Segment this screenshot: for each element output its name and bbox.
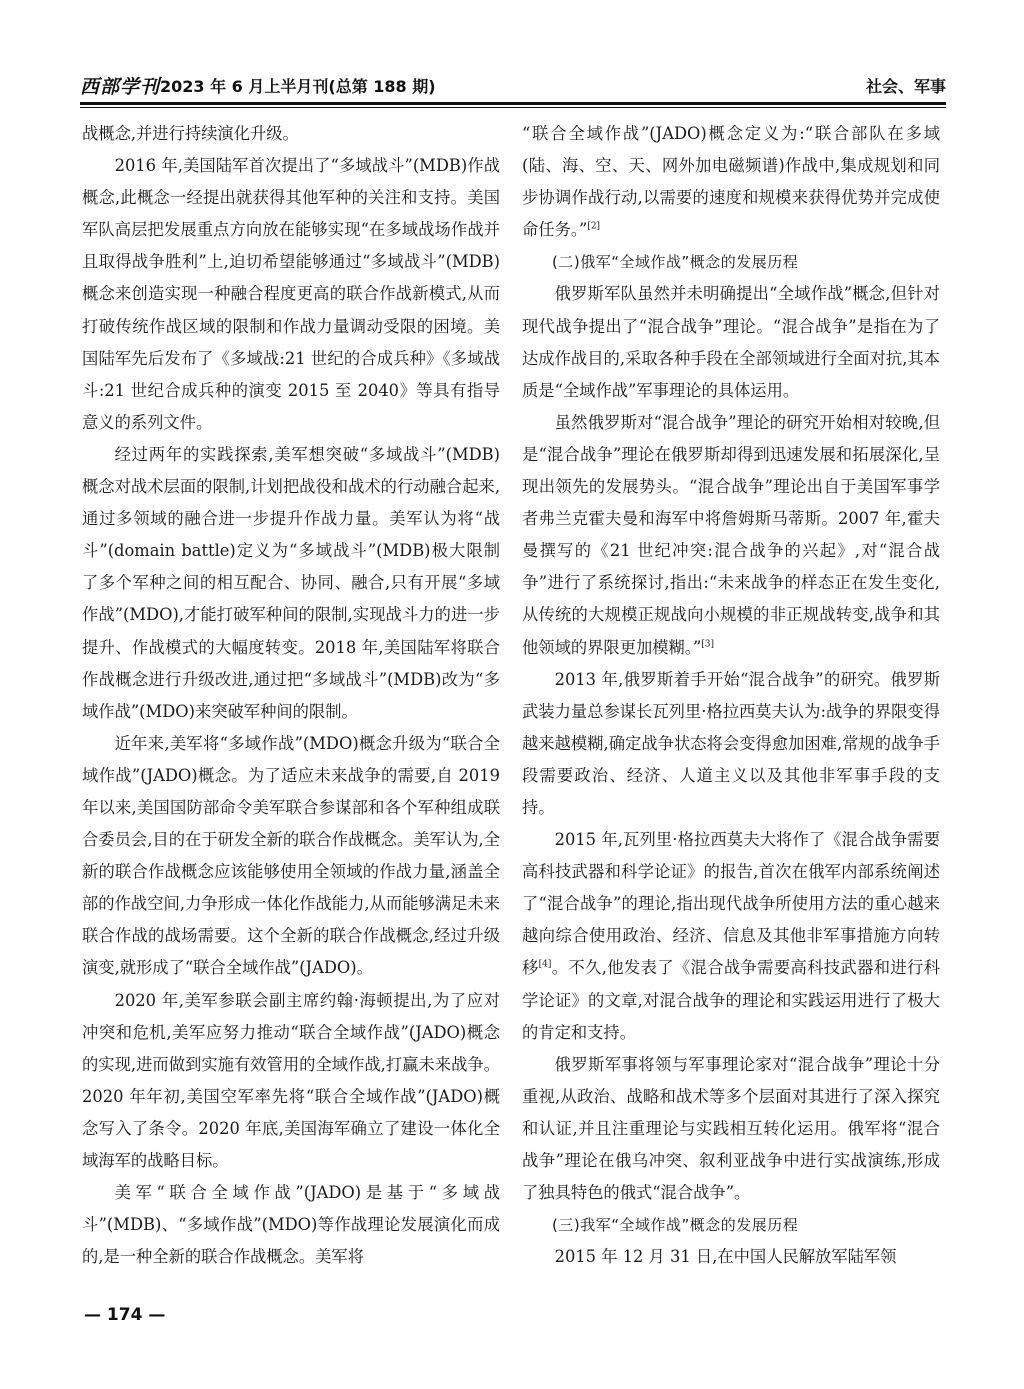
paragraph-text: 2013 年,俄罗斯着手开始“混合战争”的研究。俄罗斯武装力量总参谋长瓦列里·格拉西莫夫认为:战争的界限变得越来越模糊,确定战争状态将会变得愈加困难,常规的战争手段需要政治、经济、人道主义以及其他非军事手段的支持。 [522, 669, 940, 817]
section-label: 社会、军事 [865, 77, 946, 96]
paragraph-text: 2015 年 12 月 31 日,在中国人民解放军陆军领 [554, 1247, 897, 1267]
journal-logo: 西部学刊 [80, 76, 161, 98]
paragraph [82, 985, 500, 1178]
paragraph [522, 824, 940, 1049]
paragraph [522, 278, 940, 406]
paragraph [522, 1241, 940, 1273]
citation-ref: [4] [538, 960, 552, 971]
paragraph-text: 。不久,他发表了《混合战争需要高科技武器和进行科学论证》的文章,对混合战争的理论和实践运用进行了极大的肯定和支持。 [522, 958, 940, 1042]
right-column [522, 118, 940, 1273]
issue-info: 2023 年 6 月上半月刊(总第 188 期) [160, 77, 436, 96]
paragraph [522, 407, 940, 664]
paragraph [82, 439, 500, 728]
header-rule-thin [80, 107, 946, 108]
paragraph-text: 经过两年的实践探索,美军想突破“多域战斗”(MDB)概念对战术层面的限制,计划把战役和战术的行动融合起来,通过多领域的融合进一步提升作战力量。美军认为将“战斗”(domain battle)定义为“多域战斗”(MDB)极大限制了多个军种之间的相互配合、协同、融合,只有开展“多域作战”(MDO),才能打破军种间的限制,实现战斗力的进一步提升、作战模式的大幅度转变。2018 年,美国陆军将联合作战概念进行升级改进,通过把“多域战斗”(MDB)改为“多域作战”(MDO)来突破军种间的限制。 [82, 444, 500, 721]
paragraph-text: 俄罗斯军事将领与军事理论家对“混合战争”理论十分重视,从政治、战略和战术等多个层面对其进行了深入探究和认证,并且注重理论与实践相互转化运用。俄军将“混合战争”理论在俄乌冲突、叙利亚战争中进行实战演练,形成了独具特色的俄式“混合战争”。 [522, 1054, 940, 1203]
paragraph [522, 664, 940, 824]
section-heading: (三)我军“全域作战”概念的发展历程 [552, 1216, 799, 1235]
paragraph [522, 118, 940, 246]
page-number: — 174 — [84, 1305, 166, 1325]
citation-ref: [3] [701, 639, 715, 650]
paragraph-text: 虽然俄罗斯对“混合战争”理论的研究开始相对较晚,但是“混合战争”理论在俄罗斯却得到迅速发展和拓展深化,呈现出领先的发展势头。“混合战争”理论出自于美国军事学者弗兰克霍夫曼和海军中将詹姆斯马蒂斯。2007 年,霍夫曼撰写的《21 世纪冲突:混合战争的兴起》,对“混合战争”进行了系统探讨,指出:“未来战争的样态正在发生变化,从传统的大规模正规战向小规模的非正规战转变,战争和其他领域的界限更加模糊。” [522, 412, 940, 657]
page-header [80, 70, 946, 104]
paragraph-text: 俄罗斯军队虽然并未明确提出“全域作战”概念,但针对现代战争提出了“混合战争”理论。“混合战争”是指在为了达成作战目的,采取各种手段在全部领域进行全面对抗,其本质是“全域作战”军事理论的具体运用。 [522, 284, 940, 400]
paragraph [82, 728, 500, 985]
paragraph-text: 美军“联合全域作战”(JADO)是基于“多域战斗”(MDB)、“多域作战”(MDO)等作战理论发展演化而成的,是一种全新的联合作战概念。美军将 [82, 1183, 500, 1267]
header-rule-thick [80, 102, 946, 105]
paragraph-text: 2016 年,美国陆军首次提出了“多域战斗”(MDB)作战概念,此概念一经提出就获得其他军种的关注和支持。美国军队高层把发展重点方向放在能够实现“在多域战场作战并且取得战争胜利”上,迫切希望能够通过“多域战斗”(MDB)概念来创造实现一种融合程度更高的联合作战新模式,从而打破传统作战区域的限制和作战力量调动受限的困境。美国陆军先后发布了《多域战:21 世纪的合成兵种》《多域战斗:21 世纪合成兵种的演变 2015 至 2040》等具有指导意义的系列文件。 [82, 156, 500, 432]
paragraph [522, 1049, 940, 1209]
paragraph [82, 1177, 500, 1273]
paragraph-text: 2020 年,美军参联会副主席约翰·海顿提出,为了应对冲突和危机,美军应努力推动“联合全域作战”(JADO)概念的实现,进而做到实施有效管用的全域作战,打赢未来战争。2020 年年初,美国空军率先将“联合全域作战”(JADO)概念写入了条令。2020 年底,美国海军确立了建设一体化全域海军的战略目标。 [82, 990, 500, 1170]
paragraph-text: 2015 年,瓦列里·格拉西莫夫大将作了《混合战争需要高科技武器和科学论证》的报告,首次在俄军内部系统阐述了“混合战争”的理论,指出现代战争所使用方法的重心越来越向综合使用政治、经济、信息及其他非军事措施方向转移 [522, 830, 940, 978]
paragraph-text: 近年来,美军将“多域作战”(MDO)概念升级为“联合全域作战”(JADO)概念。为了适应未来战争的需要,自 2019 年以来,美国国防部命令美军联合参谋部和各个军种组成联合委员会,目的在于研发全新的联合作战概念。美军认为,全新的联合作战概念应该能够使用全领域的作战力量,涵盖全部的作战空间,力争形成一体化作战能力,从而能够满足未来联合作战的战场需要。这个全新的联合作战概念,经过升级演变,就形成了“联合全域作战”(JADO)。 [82, 733, 500, 978]
paragraph [82, 150, 500, 439]
citation-ref: [2] [587, 221, 601, 232]
section-heading: (二)俄军“全域作战”概念的发展历程 [552, 253, 799, 272]
left-column [82, 118, 500, 1273]
paragraph [82, 118, 500, 150]
paragraph-text: 战概念,并进行持续演化升级。 [82, 124, 299, 143]
paragraph-text: “联合全域作战”(JADO)概念定义为:“联合部队在多域(陆、海、空、天、网外加电磁频谱)作战中,集成规划和同步协调作战行动,以需要的速度和规模来获得优势并完成使命任务。” [522, 124, 940, 240]
